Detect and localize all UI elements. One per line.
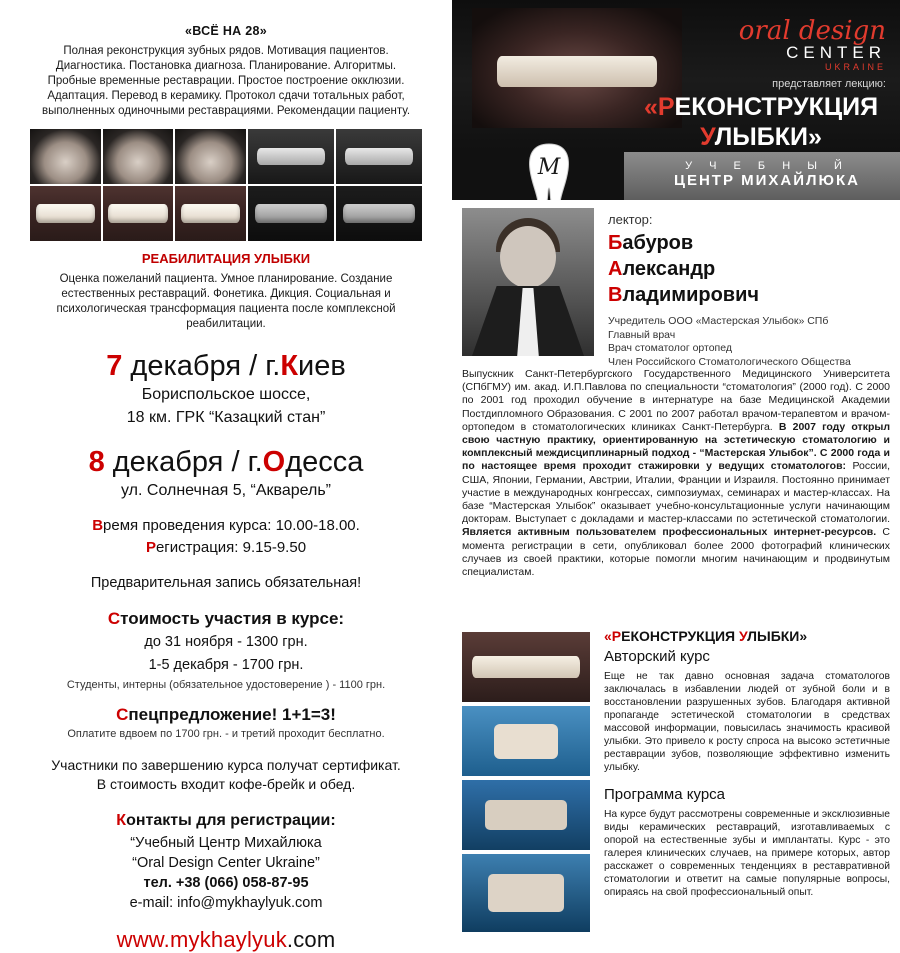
course-photo-clinical-3 bbox=[462, 854, 590, 932]
contacts-block bbox=[0, 833, 452, 913]
contacts-heading-initial: К bbox=[116, 812, 127, 829]
course-photo-smile bbox=[462, 632, 590, 702]
course-title-part-1: ЕКОНСТРУКЦИЯ bbox=[621, 628, 739, 644]
bio-paragraph-2: В 2007 году открыл свою частную практику, ориентированную на эстетическую стоматологию и комплексный междисциплинарный подход - “Мастерская Улыбок”. bbox=[462, 420, 891, 460]
registration-initial: Р bbox=[145, 539, 156, 556]
price-line-students: Студенты, интерны (обязательное удостоверение ) - 1100 грн. bbox=[66, 679, 386, 691]
bio-paragraph-5: Является активным пользователем профессиональных интернет-ресурсов. bbox=[462, 526, 877, 539]
lecture-title-rest-2: ЛЫБКИ» bbox=[714, 123, 822, 151]
bio-paragraph-4: России, США, Японии, Германии, Австрии, Италии, Франции и Израиля. Постоянно принимает участие в международных конгрессах, симпозиумах, семинарах и мастер-классах. На базе “Мастерская Улыбок” оказывает учебно-консультационные услуги начинающим докторам. Выступает с докладами и мастер-классами по эстетической стоматологии. bbox=[462, 460, 890, 526]
event-1-city-prefix: г. bbox=[265, 350, 281, 382]
event-1-day: 7 bbox=[106, 350, 123, 382]
event-2-city-rest: десса bbox=[285, 446, 364, 478]
left-intro-text: Полная реконструкция зубных рядов. Мотивация пациентов. Диагностика. Постановка диагноза. Планирование. Алгоритмы. Пробные временные реставрации. Простое построение окклюзии. Адаптация. Перевод в керамику. Протокол сдачи тотальных работ, выполненных одиночными реставрациями. Рекомендации пациенту. bbox=[41, 45, 411, 117]
lecturer-surname bbox=[608, 230, 759, 256]
event-1-city-rest: иев bbox=[298, 350, 346, 382]
course-description: Еще не так давно основная задача стоматологов заключалась в избавлении людей от зубной боли и в восстановлении разрушенных зубов. Благодаря активной пропаганде эстетической стоматологии в средствах массовой информации, повысилась значимость красивой улыбки. Это привело к росту спроса на высоко эстетичные реставрации зубов, позволяющие эффективно изменить улыбку. bbox=[604, 671, 890, 773]
course-photo-gallery bbox=[462, 632, 590, 936]
event-1-address-line-1: Бориспольское шоссе, bbox=[141, 386, 311, 403]
event-2-city-initial: О bbox=[262, 446, 286, 478]
registration-time-row bbox=[0, 537, 452, 559]
photo-teeth-after bbox=[175, 186, 246, 241]
lecturer-firstname-rest: лександр bbox=[622, 258, 716, 280]
photo-smile-gray-3 bbox=[248, 186, 334, 241]
event-2-address-line-1: ул. Солнечная 5, “Акварель” bbox=[121, 482, 331, 499]
photo-teeth-before bbox=[30, 186, 101, 241]
website-url-tld: .com bbox=[286, 927, 336, 952]
bio-paragraph-6: С момента регистрации в сети, опубликовал более 2000 фотографий клинических случаев из своей практики, которые помогли многим начинающим и продвинутым специалистам. bbox=[462, 526, 890, 579]
photo-group-arches bbox=[30, 129, 246, 241]
contact-phone[interactable]: тел. +38 (066) 058-87-95 bbox=[143, 875, 309, 891]
event-1-separator: / bbox=[241, 350, 266, 382]
price-heading bbox=[0, 609, 452, 629]
photo-model-arch bbox=[175, 129, 246, 184]
course-time-label: ремя проведения курса: bbox=[103, 517, 272, 534]
course-subtitle-author: Авторский курс bbox=[604, 648, 710, 665]
lecture-title-line-2 bbox=[636, 122, 886, 152]
event-2-month: декабря bbox=[104, 446, 224, 478]
photo-group-gray bbox=[248, 129, 422, 241]
center-banner-text bbox=[642, 160, 892, 189]
price-line-late: 1-5 декабря - 1700 грн. bbox=[148, 657, 304, 673]
lecturer-position-3: Врач стоматолог ортопед bbox=[608, 342, 732, 354]
logo-center-text: CENTER bbox=[786, 43, 886, 62]
photo-row-1 bbox=[30, 129, 422, 241]
photo-teeth-progress bbox=[103, 186, 174, 241]
photo-gallery-top bbox=[30, 129, 422, 241]
course-title-initial-r: «Р bbox=[604, 628, 622, 644]
contact-email[interactable]: e-mail: info@mykhaylyuk.com bbox=[129, 895, 323, 911]
presents-label: представляет лекцию: bbox=[772, 78, 886, 90]
special-offer-text: пецпредложение! 1+1=3! bbox=[128, 705, 336, 724]
photo-lower-arch bbox=[103, 129, 174, 184]
lecturer-biography bbox=[462, 368, 890, 579]
website-url-main: www.mykhaylyuk bbox=[116, 927, 287, 952]
price-line-early: до 31 ноября - 1300 грн. bbox=[144, 634, 308, 650]
course-time-initial: В bbox=[92, 517, 104, 534]
rehabilitation-text: Оценка пожеланий пациента. Умное планирование. Создание естественных реставраций. Фонетика. Дикция. Социальная и психологическая трансформация пациента после комплексной реабилитации. bbox=[56, 273, 396, 330]
course-photo-clinical-1 bbox=[462, 706, 590, 776]
course-subtitle-program: Программа курса bbox=[604, 786, 726, 803]
event-2-separator: / bbox=[223, 446, 248, 478]
certificate-line-1: Участники по завершению курса получат сертификат. bbox=[51, 757, 401, 773]
logo-oral-design-text: oral design bbox=[738, 16, 886, 46]
certificate-note bbox=[0, 756, 452, 794]
lecturer-positions bbox=[608, 315, 851, 369]
center-banner-line-1: У Ч Е Б Н Ы Й bbox=[685, 160, 849, 172]
event-2-heading bbox=[0, 446, 452, 478]
course-program-description: На курсе будут рассмотрены современные и эксклюзивные виды керамических реставраций, изготавливаемых с опорой на естественные зубы и имплантаты. Курс - это галерея клинических случаев, на примере которых, автор расскажет о современных тенденциях в реставративной стоматологии и ответит на самые популярные вопросы, опираясь на свой профессиональный опыт. bbox=[604, 809, 890, 898]
lecture-title bbox=[636, 92, 886, 152]
registration-value: 9.15-9.50 bbox=[238, 539, 307, 556]
center-banner-line-2: ЦЕНТР МИХАЙЛЮКА bbox=[673, 172, 860, 189]
lecturer-position-1: Учредитель ООО «Мастерская Улыбок» СПб bbox=[608, 315, 829, 327]
photo-smile-gray-1 bbox=[248, 129, 334, 184]
portrait-head bbox=[500, 226, 556, 288]
website-url[interactable] bbox=[0, 927, 452, 953]
lecture-title-initial-u: У bbox=[700, 123, 715, 151]
lecture-title-rest-1: ЕКОНСТРУКЦИЯ bbox=[674, 93, 879, 121]
special-offer-note: Оплатите вдвоем по 1700 грн. - и третий проходит бесплатно. bbox=[67, 728, 385, 740]
lecturer-firstname-initial: А bbox=[608, 258, 623, 280]
lecture-title-line-1 bbox=[636, 92, 886, 122]
course-text-block bbox=[604, 628, 890, 899]
lecturer-position-4: Член Российского Стоматологического Общества bbox=[608, 355, 851, 368]
course-section bbox=[452, 620, 900, 945]
contacts-heading-text: онтакты для регистрации: bbox=[126, 812, 336, 829]
lecturer-patronymic-rest: ладимирович bbox=[622, 284, 759, 306]
course-time-value: 10.00-18.00. bbox=[271, 517, 360, 534]
special-offer-initial: С bbox=[116, 705, 129, 724]
logo-ukraine-text: UKRAINE bbox=[824, 62, 886, 72]
lecturer-patronymic-initial: В bbox=[608, 284, 623, 306]
contacts-heading bbox=[0, 812, 452, 830]
photo-smile-gray-2 bbox=[336, 129, 422, 184]
price-heading-initial: С bbox=[107, 609, 121, 628]
left-title: «ВСЁ НА 28» bbox=[184, 24, 268, 38]
course-time-row bbox=[0, 515, 452, 537]
course-title bbox=[604, 628, 890, 644]
course-title-part-2: ЛЫБКИ» bbox=[747, 628, 808, 644]
lecturer-position-2: Главный врач bbox=[608, 328, 676, 341]
certificate-line-2: В стоимость входит кофе-брейк и обед. bbox=[96, 776, 356, 792]
contact-org-en: “Oral Design Center Ukraine” bbox=[132, 855, 320, 871]
event-1-heading bbox=[0, 350, 452, 382]
course-title-initial-u: У bbox=[738, 628, 748, 644]
bio-paragraph-1: Выпускник Санкт-Петербургского Государственного Медицинского Университета (СПбГМУ) им. акад. И.П.Павлова по специальности “стоматология” (2000 год). С 2000 по 2001 год проходил обучение в интернатуре на базе Медицинской Академии Постдипломного Образования. С 2001 по 2007 работал врачом-терапевтом и врачом-ортопедом в стоматологических клиниках Санкт-Петербурга. bbox=[462, 368, 890, 433]
contact-org-ru: “Учебный Центр Михайлюка bbox=[130, 835, 322, 851]
rehabilitation-title: РЕАБИЛИТАЦИЯ УЛЫБКИ bbox=[141, 251, 311, 266]
event-1-month: декабря bbox=[122, 350, 242, 382]
svg-text:M: M bbox=[537, 155, 561, 180]
brand-logo bbox=[739, 18, 886, 72]
right-column bbox=[452, 0, 900, 945]
price-heading-text: тоимость участия в курсе: bbox=[120, 609, 345, 628]
photo-upper-arch bbox=[30, 129, 101, 184]
event-1-address-line-2: 18 км. ГРК “Казацкий стан” bbox=[126, 409, 326, 426]
bio-paragraph-3: С 2000 года и по настоящее время проходит стажировки у ведущих стоматологов: bbox=[462, 447, 890, 473]
photo-smile-gray-4 bbox=[336, 186, 422, 241]
event-2-day: 8 bbox=[88, 446, 105, 478]
schedule-block bbox=[0, 515, 452, 559]
lecturer-surname-rest: абуров bbox=[622, 232, 694, 254]
registration-label: егистрация: bbox=[155, 539, 239, 556]
event-1-city-initial: К bbox=[280, 350, 299, 382]
special-offer-heading bbox=[0, 705, 452, 725]
lecturer-portrait bbox=[462, 208, 594, 356]
lecturer-firstname bbox=[608, 256, 759, 282]
event-2-city-prefix: г. bbox=[247, 446, 263, 478]
lecturer-name bbox=[608, 230, 759, 308]
lecturer-patronymic bbox=[608, 282, 759, 308]
lecture-title-initial-r: «Р bbox=[643, 93, 675, 121]
course-photo-clinical-2 bbox=[462, 780, 590, 850]
lecturer-block bbox=[452, 200, 900, 368]
lecturer-label: лектор: bbox=[608, 212, 653, 227]
lecturer-surname-initial: Б bbox=[608, 232, 623, 254]
prebooking-note: Предварительная запись обязательная! bbox=[90, 575, 362, 591]
